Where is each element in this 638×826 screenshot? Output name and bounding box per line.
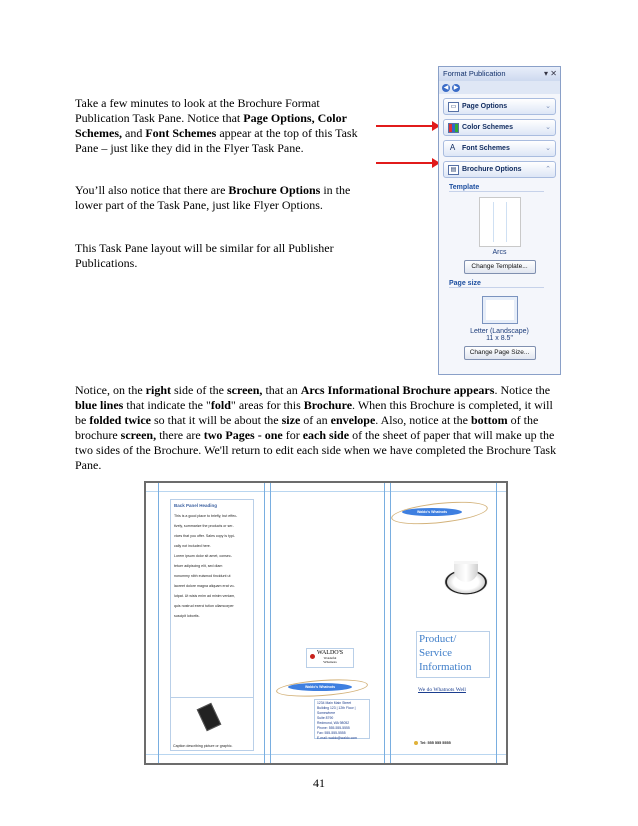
text-run: for [282,428,303,442]
text-run: each side [302,428,350,442]
bullet-dot [414,741,418,745]
text-run: envelope [330,413,376,427]
address-line: Suite 8790 [317,716,334,720]
back-panel-line: cally not included here. [174,544,211,548]
section-font-schemes[interactable] [443,140,556,157]
change-template-button[interactable]: Change Template... [464,260,536,274]
text-run: Page Options, Color Schemes, [75,111,347,140]
section-label: Font Schemes [462,145,510,152]
product-info-title [416,631,490,678]
page-size-heading: Page size [449,280,544,288]
text-run: blue lines [75,398,124,412]
text-run: of the brochure [75,413,539,442]
text-run: . Also, notice at the [375,413,471,427]
color-schemes-icon [448,123,459,133]
logo-sub2: Whatnots [323,660,337,664]
book-image [197,703,222,732]
text-run: size [281,413,301,427]
page-size-preview [482,296,518,324]
text-run: Arcs Informational Brochure appears [300,383,495,397]
telephone: Tel: 555 555 5555 [420,741,451,745]
section-brochure-options[interactable] [443,161,556,178]
text-run: of an [300,413,331,427]
back-panel-line: This is a good place to briefly, but effec- [174,514,238,518]
company-name-pill-top: Waldo's Whatnots [402,508,462,516]
back-panel-line: suscipit lobortis. [174,614,200,618]
back-panel-line: vices that you offer. Sales copy is typi- [174,534,235,538]
text-run: side of the [171,383,227,397]
layout-paragraph [75,241,367,271]
picture-frame [171,697,253,738]
text-run: screen, [120,428,157,442]
page-size-dimensions: 11 x 8.5" [486,335,513,342]
text-run: Notice, on the [75,383,146,397]
text-run: that indicate the " [123,398,211,412]
address-line: Redmond, WA 98052 [317,721,350,725]
chevron-down-icon: ⌄ [545,145,551,152]
text-run: folded twice [89,413,151,427]
forward-arrow-icon[interactable]: ▶ [453,84,459,91]
task-pane-nav [439,81,560,94]
margin-guide [496,483,497,763]
fold-line [270,483,271,763]
red-arrow-brochure-options [376,162,438,164]
page-size-value: Letter (Landscape) [470,328,529,335]
logo-name: WALDO'S [316,650,344,656]
text-run: bottom [470,413,508,427]
font-schemes-icon: A [449,143,456,152]
waldo-logo [306,648,354,668]
intro-paragraph [75,96,367,156]
text-run: This Task Pane layout will be similar for all Publisher Publications. [75,241,334,270]
back-panel-line: nonummy nibh euismod tincidunt ut [174,574,231,578]
brochure-options-icon: ▤ [448,165,459,175]
address-line: Fax: 555-555-5555 [317,731,346,735]
section-label: Color Schemes [462,124,513,131]
product-title-line: Product/ [419,633,457,645]
text-run: of the sheet of paper that will make up the two sides of the Brochure. We'll return to edit each side when we have completed the Brochure Task Pane. [75,428,557,472]
chevron-down-icon: ⌄ [545,124,551,131]
text-run: that an [262,383,301,397]
text-run: there are [156,428,204,442]
text-run: " areas for this [230,398,304,412]
page-options-icon: ▭ [448,102,459,112]
address-line: Phone: 555-555-5555 [317,726,350,730]
text-run: appear at the top of this Task Pane – just like they did in the Flyer Task Pane. [75,126,358,155]
fold-line [390,483,391,763]
logo-sub: Wonderful [323,656,337,660]
back-arrow-icon[interactable]: ◀ [443,84,449,91]
margin-guide [146,491,506,492]
back-panel-line: Lorem ipsum dolor sit amet, consec- [174,554,232,558]
arc-decoration [390,498,489,528]
back-panel-line: laoreet dolore magna aliquam erat vo- [174,584,235,588]
text-run: Brochure Options [228,183,321,197]
arc-decoration [276,677,369,699]
chevron-up-icon: ⌃ [545,166,551,173]
back-panel-heading: Back Panel Heading [174,503,218,508]
text-run: Font Schemes [145,126,217,140]
address-block [314,699,370,739]
back-panel-line: quis nostrud exerci tution ullamcorper [174,604,234,608]
page-number: 41 [313,776,325,790]
change-page-size-button[interactable]: Change Page Size... [464,346,536,360]
text-run: and [122,126,146,140]
product-title-line: Information [419,661,472,673]
text-run: Take a few minutes to look at the Brochure Format Publication Task Pane. Notice that [75,96,320,125]
text-run: in the lower part of the Task Pane, just like Flyer Options. [75,183,351,212]
text-run: You’ll also notice that there are [75,183,229,197]
red-arrow-color-schemes [376,125,438,127]
margin-guide [158,483,159,763]
text-run: right [145,383,171,397]
template-heading: Template [449,184,544,192]
company-name-pill-middle: Waldo's Whatnots [288,683,352,691]
text-run: fold [210,398,231,412]
back-panel [170,499,254,751]
brochure-options-paragraph [75,183,367,213]
section-color-schemes[interactable] [443,119,556,136]
cup-image [442,553,492,603]
address-line: E-mail: waldo@waldo.com [317,736,357,740]
text-run: two Pages - one [203,428,283,442]
back-panel-line: tetuer adipiscing elit, sed diam [174,564,223,568]
task-pane-title: Format Publication [443,69,506,78]
section-label: Brochure Options [462,166,522,173]
text-run: so that it will be about the [150,413,282,427]
chevron-down-icon: ⌄ [545,103,551,110]
brochure-preview [144,481,508,765]
margin-guide [146,754,506,755]
logo-dot [310,654,315,659]
text-run: Brochure [303,398,353,412]
template-name: Arcs [492,249,507,256]
back-panel-text [171,511,253,621]
back-panel-line: lutpat. Ut wisis enim ad minim veniam, [174,594,236,598]
text-run: . Notice the [494,383,551,397]
address-line: 1234 Main Main Street [317,701,352,705]
fold-line [384,483,385,763]
address-line: Building 123 | 12th Floor | Somewhere [317,706,356,715]
section-page-options[interactable] [443,98,556,115]
format-publication-task-pane [438,66,561,375]
section-label: Page Options [462,103,508,110]
task-pane-title-bar [439,67,560,81]
fold-explanation-paragraph [75,383,565,473]
text-run: . When this Brochure is completed, it will be [75,398,553,427]
task-pane-close-icon[interactable]: ▾ ✕ [544,69,557,78]
picture-caption: Caption describing picture or graphic. [173,744,233,748]
text-run: screen, [227,383,263,397]
back-panel-line: tively, summarize the products or ser- [174,524,234,528]
product-title-line: Service [419,647,452,659]
tagline: We do Whatnots Well [418,687,466,693]
template-thumbnail[interactable] [479,197,521,247]
fold-line [264,483,265,763]
